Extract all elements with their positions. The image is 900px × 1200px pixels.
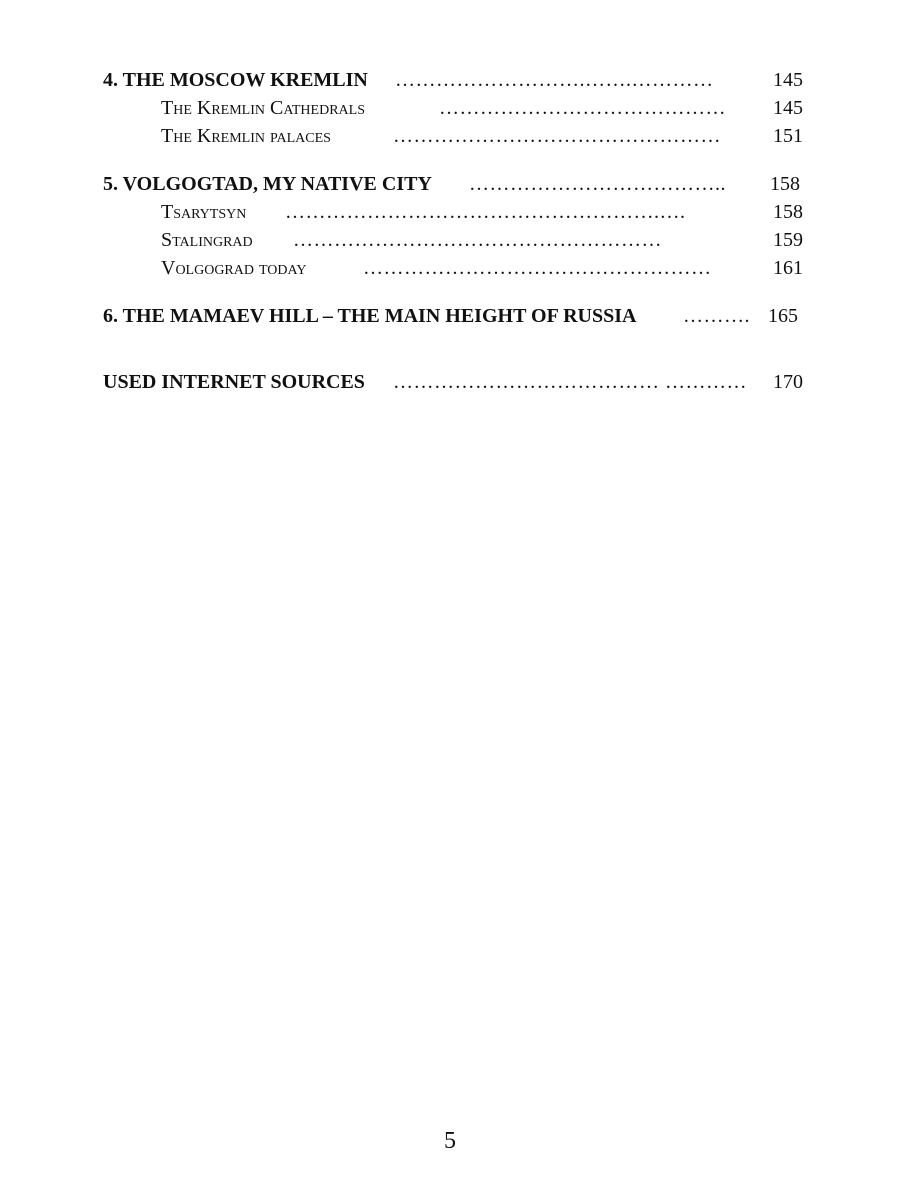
toc-dot-leader: ………………………………..	[469, 173, 726, 195]
toc-entry-stalingrad[interactable]	[103, 226, 803, 254]
toc-dot-leader: ………………………………… …………	[393, 371, 747, 393]
toc-entry-volgograd-today[interactable]	[103, 254, 803, 282]
toc-entry-moscow-kremlin[interactable]	[103, 66, 803, 94]
toc-entry-title: The Kremlin palaces	[161, 125, 331, 147]
toc-entry-kremlin-palaces[interactable]	[103, 122, 803, 150]
toc-spacer	[103, 150, 803, 170]
toc-entry-title: USED INTERNET SOURCES	[103, 371, 365, 393]
toc-dot-leader: ……………………………………………….….	[285, 201, 686, 223]
toc-entry-page: 161	[772, 254, 803, 282]
toc-entry-tsarytsyn[interactable]	[103, 198, 803, 226]
toc-entry-title: The Kremlin Cathedrals	[161, 97, 365, 119]
toc-entry-title: Tsarytsyn	[161, 201, 247, 223]
toc-entry-internet-sources[interactable]	[103, 368, 803, 396]
toc-dot-leader: ……………………………………………	[363, 257, 712, 279]
table-of-contents	[103, 66, 803, 396]
toc-spacer	[103, 330, 803, 368]
toc-entry-page: 145	[772, 94, 803, 122]
toc-entry-page: 159	[772, 226, 803, 254]
toc-entry-page: 151	[772, 122, 803, 150]
toc-entry-volgograd[interactable]	[103, 170, 803, 198]
toc-entry-page: 165	[767, 302, 798, 330]
toc-dot-leader: ……………………….…….…………	[395, 69, 714, 91]
toc-dot-leader: ……………………………………	[439, 97, 726, 119]
toc-entry-title: 4. THE MOSCOW KREMLIN	[103, 69, 368, 91]
toc-dot-leader: ……….	[683, 305, 750, 327]
toc-entry-page: 158	[769, 170, 800, 198]
toc-entry-title: Volgograd today	[161, 257, 307, 279]
page-number: 5	[444, 1128, 456, 1154]
toc-entry-mamaev-hill[interactable]	[103, 302, 803, 330]
toc-spacer	[103, 282, 803, 302]
toc-entry-page: 170	[772, 368, 803, 396]
toc-entry-title: 5. VOLGOGTAD, MY NATIVE CITY	[103, 173, 432, 195]
toc-dot-leader: …………………………………………	[393, 125, 721, 147]
toc-entry-page: 145	[772, 66, 803, 94]
toc-entry-kremlin-cathedrals[interactable]	[103, 94, 803, 122]
toc-entry-page: 158	[772, 198, 803, 226]
toc-entry-title: 6. THE MAMAEV HILL – THE MAIN HEIGHT OF RUSSIA	[103, 305, 637, 327]
toc-entry-title: Stalingrad	[161, 229, 253, 251]
toc-dot-leader: ………………………………………………	[293, 229, 662, 251]
